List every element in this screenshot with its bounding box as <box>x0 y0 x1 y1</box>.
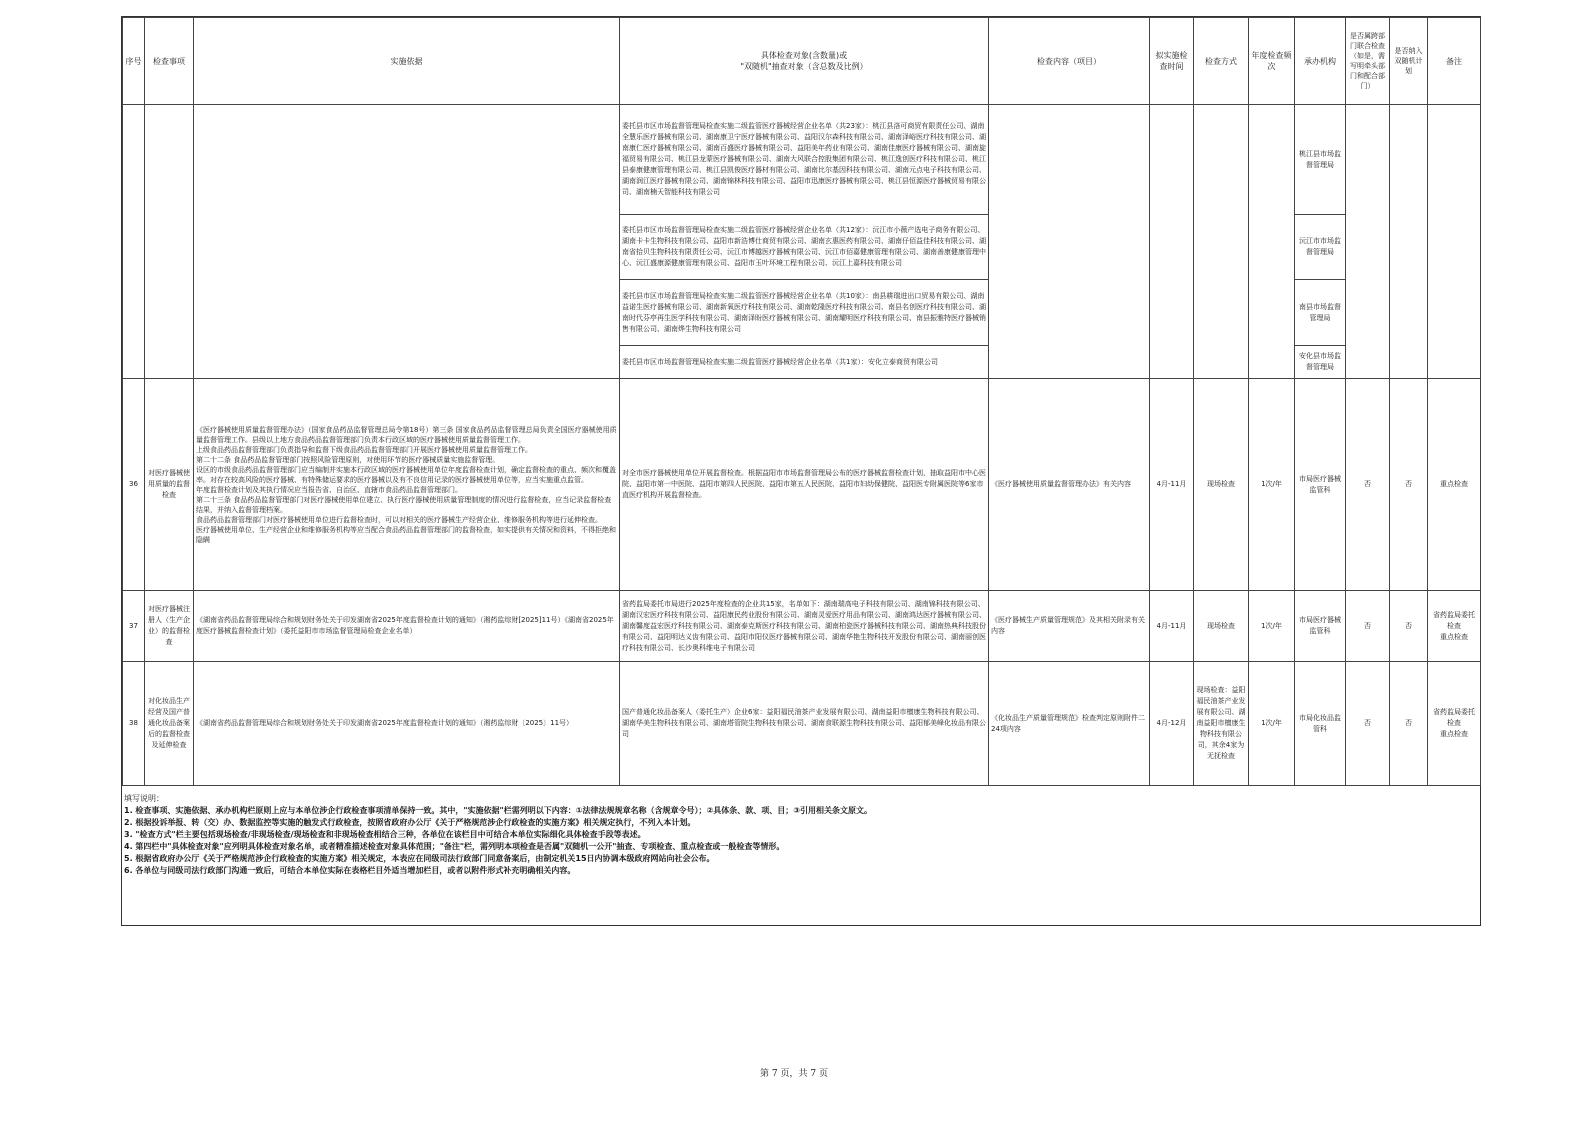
cell-content: 《医疗器械生产质量管理规范》及其相关附录有关内容 <box>989 591 1150 662</box>
header-org: 承办机构 <box>1295 18 1346 105</box>
cell-method: 现场检查 <box>1194 591 1249 662</box>
cell-target: 省药监局委托市局进行2025年度检查的企业共15家，名单如下：湖南瑞高电子科技有限公司、湖南锦科技有限公司、湖南汉宏医疗科技有限公司、益阳康民药业股份有限公司、湖南灵爱医疗用品有限公司、湖南鸿达医疗器械有限公司、湖南馨度益宏医疗科技有限公司、湖南泰克斯医疗科技有限公司、湖南柏瓷医疗器械科技有限公司、湖南热典科技股份有限公司、益阳明达义齿有限公司、益阳市阳仪医疗器械有限公司、湖南华艳生物科技开发股份有限公司、湖南丽创医疗科技有限公司、长沙奥科维电子有限公司 <box>620 591 989 662</box>
filling-instructions <box>124 793 1474 877</box>
cell-random: 否 <box>1390 591 1428 662</box>
cell-remark: 省药监局委托检查 重点检查 <box>1428 662 1481 786</box>
cell-content: 《化妆品生产质量管理规范》检查判定原则附件二24项内容 <box>989 662 1150 786</box>
note-item: 4. 第四栏中"具体检查对象"应列明具体检查对象名单，或者精准描述检查对象具体范围；"备注"栏，需列明本项检查是否属"双随机一公开"抽查、专项检查、重点检查或一般检查等情形。 <box>124 842 785 851</box>
cell-basis: 《湖南省药品监督管理局综合和规划财务处关于印发湖南省2025年度监督检查计划的通知》（湘药监综财[2025]11号）《湖南省2025年度医疗器械监督检查计划》（委托益阳市市场监督管理局检查企业名单） <box>194 591 620 662</box>
header-basis: 实施依据 <box>194 18 620 105</box>
note-item: 3. "检查方式"栏主要包括现场检查/非现场检查/现场检查和非现场检查相结合三种，各单位在该栏目中可结合本单位实际细化具体检查手段等表述。 <box>124 830 646 839</box>
cell-freq: 1次/年 <box>1249 662 1295 786</box>
cell-content <box>989 105 1150 379</box>
document-page <box>121 16 1481 926</box>
cell-target: 国产普通化妆品备案人（委托生产）企业6家：益阳福民油茶产业发展有限公司、湖南益阳市檀康生物科技有限公司、湖南华美生物科技有限公司、湖南塔管院生物科技有限公司、湖南食联源生物科技有限公司、益阳郁美峰化妆品有限公司 <box>620 662 989 786</box>
cell-method <box>1194 105 1249 379</box>
cell-no <box>123 105 145 379</box>
note-item: 1. 检查事项、实施依据、承办机构栏原则上应与本单位涉企行政检查事项清单保持一致。其中，"实施依据"栏需列明以下内容：①法律法规规章名称（含规章令号）；②具体条、款、项、目；③引用相关条文原文。 <box>124 806 873 815</box>
cell-target: 委托县市区市场监督管理局检查实施二级监管医疗器械经营企业名单（共12家）：沅江市小薇产选电子商务有限公司、湖南卡卡生物科技有限公司、益阳市新浩博仕商贸有限公司、湖南玄惠医药有限公司、湖南仔佰益佳科技有限公司、湖南省拾贝生物科技有限责任公司、沅江市博越医疗器械有限公司、沅江市佰嘉健康管理有限公司、湖南善康健康管理中心、沅江盛康源健康管理有限公司、益阳市玉叶环境工程有限公司、沅江上嘉科技有限公司 <box>620 215 989 280</box>
table-row <box>123 591 1481 662</box>
cell-target: 委托县市区市场监督管理局检查实施二级监管医疗器械经营企业名单（共23家）：桃江县洛可商贸有限责任公司、湖南全慧乐医疗器械有限公司、湖南康卫宁医疗器械有限公司、益阳汉尔森科技有限公司、湖南泽峪医疗科技有限公司、湖南康仁医疗器械有限公司、湖南百盛医疗器械有限公司、益阳美年药业有限公司、湖南佳康医疗器械有限公司、湖南旋福贸易有限公司、桃江县龙蒙医疗器械有限公司、湖南大风联合控股集团有限公司、桃江逸创医疗科技有限公司、桃江县泰康健康管理有限公司、桃江县凯俊医疗器材有限公司、湖南比尔基因科技有限公司、湖南元点电子科技有限公司、湖南润江医疗器械有限公司、湖南锦林科技有限公司、益阳市迅康医疗器械有限公司、桃江县恒源医疗器械贸易有限公司、湖南楠天智能科技有限公司 <box>620 105 989 215</box>
table-row <box>123 105 1481 215</box>
cell-item: 对医疗器械注册人（生产企业）的监督检查 <box>145 591 194 662</box>
note-item: 2. 根据投诉举报、转（交）办、数据监控等实施的触发式行政检查，按照省政府办公厅《关于严格规范涉企行政检查的实施方案》相关规定执行，不列入本计划。 <box>124 818 696 827</box>
cell-no: 36 <box>123 379 145 591</box>
cell-freq: 1次/年 <box>1249 379 1295 591</box>
cell-item <box>145 105 194 379</box>
cell-org: 南县市场监督管理局 <box>1295 280 1346 346</box>
cell-org: 市局医疗器械监管科 <box>1295 379 1346 591</box>
page-number: 第 7 页，共 7 页 <box>760 1069 828 1079</box>
header-no: 序号 <box>123 18 145 105</box>
header-freq: 年度检查频次 <box>1249 18 1295 105</box>
cell-joint: 否 <box>1346 662 1390 786</box>
cell-random: 否 <box>1390 662 1428 786</box>
cell-basis: 《医疗器械使用质量监督管理办法》（国家食品药品监督管理总局令第18号）第三条 国家食品药品监督管理总局负责全国医疗器械使用质量监督管理工作。县级以上地方食品药品监督管理部门负责本行政区域的医疗器械使用质量监督管理工作。 上级食品药品监督管理部门负责指导和监督下级食品药品监督管理部门开展医疗器械使用质量监督管理工作。 第二十二条 食品药品监督管理部门按照风险管理原则，对使用环节的医疗器械质量实施监督管理。 设区的市级食品药品监督管理部门应当编制并实施本行政区域的医疗器械使用单位年度监督检查计划，确定监督检查的重点、频次和覆盖率。对存在较高风险的医疗器械、有特殊储运要求的医疗器械以及有不良信用记录的医疗器械使用单位等，应当实施重点监管。 年度监督检查计划及其执行情况应当报告省、自治区、直辖市食品药品监督管理部门。 第二十三条 食品药品监督管理部门对医疗器械使用单位建立、执行医疗器械使用质量管理制度的情况进行监督检查，应当记录监督检查结果，并纳入监督管理档案。 食品药品监督管理部门对医疗器械使用单位进行监督检查时，可以对相关的医疗器械生产经营企业、维修服务机构等进行延伸检查。 医疗器械使用单位、生产经营企业和维修服务机构等应当配合食品药品监督管理部门的监督检查，如实提供有关情况和资料，不得拒绝和隐瞒 <box>194 379 620 591</box>
cell-no: 37 <box>123 591 145 662</box>
cell-target: 委托县市区市场监督管理局检查实施二级监管医疗器械经营企业名单（共1家）：安化立泰商贸有限公司 <box>620 346 989 379</box>
cell-target: 委托县市区市场监督管理局检查实施二级监管医疗器械经营企业名单（共10家）：南县耕瑞进出口贸易有限公司、湖南益诺生医疗器械有限公司、湖南新氧医疗科技有限公司、湖南乾隆医疗科技有限公司、南县名创医疗科技有限公司、湖南时代芬亭再生医学科技有限公司、湖南泽盼医疗器械有限公司、湖南耀明医疗科技有限公司、南县振雅特医疗器械销售有限公司、湖南烨生物科技有限公司 <box>620 280 989 346</box>
cell-content: 《医疗器械使用质量监督管理办法》有关内容 <box>989 379 1150 591</box>
cell-joint: 否 <box>1346 379 1390 591</box>
cell-time: 4月-12月 <box>1150 662 1194 786</box>
cell-org: 市局医疗器械监管科 <box>1295 591 1346 662</box>
header-method: 检查方式 <box>1194 18 1249 105</box>
cell-joint: 否 <box>1346 591 1390 662</box>
cell-freq: 1次/年 <box>1249 591 1295 662</box>
cell-random <box>1390 105 1428 379</box>
cell-org: 市局化妆品监管科 <box>1295 662 1346 786</box>
header-target: 具体检查对象(含数量)或 "双随机"抽查对象（含总数及比例） <box>620 18 989 105</box>
table-row <box>123 379 1481 591</box>
header-item: 检查事项 <box>145 18 194 105</box>
inspection-plan-table <box>122 17 1481 786</box>
cell-basis <box>194 105 620 379</box>
table-header-row <box>123 18 1481 105</box>
header-time: 拟实施检查时间 <box>1150 18 1194 105</box>
cell-target: 对全市医疗器械使用单位开展监督检查。根据益阳市市场监督管理局公布的医疗器械监督检查计划，抽取益阳市中心医院、益阳市第一中医院、益阳市第四人民医院、益阳市第五人民医院、益阳市妇幼保健院、益阳医专附属医院等6家市直医疗机构开展监督检查。 <box>620 379 989 591</box>
cell-method: 现场检查：益阳福民油茶产业发展有限公司、湖南益阳市檀康生物科技有限公司，其余4家为无抚检查 <box>1194 662 1249 786</box>
cell-time: 4月-11月 <box>1150 591 1194 662</box>
cell-org: 沅江市市场监督管理局 <box>1295 215 1346 280</box>
cell-no: 38 <box>123 662 145 786</box>
cell-remark: 省药监局委托检查 重点检查 <box>1428 591 1481 662</box>
cell-method: 现场检查 <box>1194 379 1249 591</box>
cell-joint <box>1346 105 1390 379</box>
cell-random: 否 <box>1390 379 1428 591</box>
table-row <box>123 662 1481 786</box>
cell-item: 对化妆品生产经营及国产普通化妆品备案后的监督检查及延伸检查 <box>145 662 194 786</box>
cell-item: 对医疗器械使用质量的监督检查 <box>145 379 194 591</box>
notes-title: 填写说明： <box>124 794 164 803</box>
cell-time <box>1150 105 1194 379</box>
header-content: 检查内容（项目） <box>989 18 1150 105</box>
header-joint: 是否属跨部门联合检查（如是，需写明牵头部门和配合部门） <box>1346 18 1390 105</box>
cell-org: 桃江县市场监督管理局 <box>1295 105 1346 215</box>
cell-freq <box>1249 105 1295 379</box>
cell-remark <box>1428 105 1481 379</box>
note-item: 6. 各单位与同级司法行政部门沟通一致后，可结合本单位实际在表格栏目外适当增加栏目，或者以附件形式补充明确相关内容。 <box>124 866 576 875</box>
cell-org: 安化县市场监督管理局 <box>1295 346 1346 379</box>
cell-remark: 重点检查 <box>1428 379 1481 591</box>
header-remark: 备注 <box>1428 18 1481 105</box>
cell-basis: 《湖南省药品监督管理局综合和规划财务处关于印发湖南省2025年度监督检查计划的通知》（湘药监综财〔2025〕11号） <box>194 662 620 786</box>
header-random: 是否纳入双随机计划 <box>1390 18 1428 105</box>
cell-time: 4月-11月 <box>1150 379 1194 591</box>
note-item: 5. 根据省政府办公厅《关于严格规范涉企行政检查的实施方案》相关规定，本表应在同级司法行政部门同意备案后，由制定机关15日内协调本级政府网站向社会公布。 <box>124 854 715 863</box>
